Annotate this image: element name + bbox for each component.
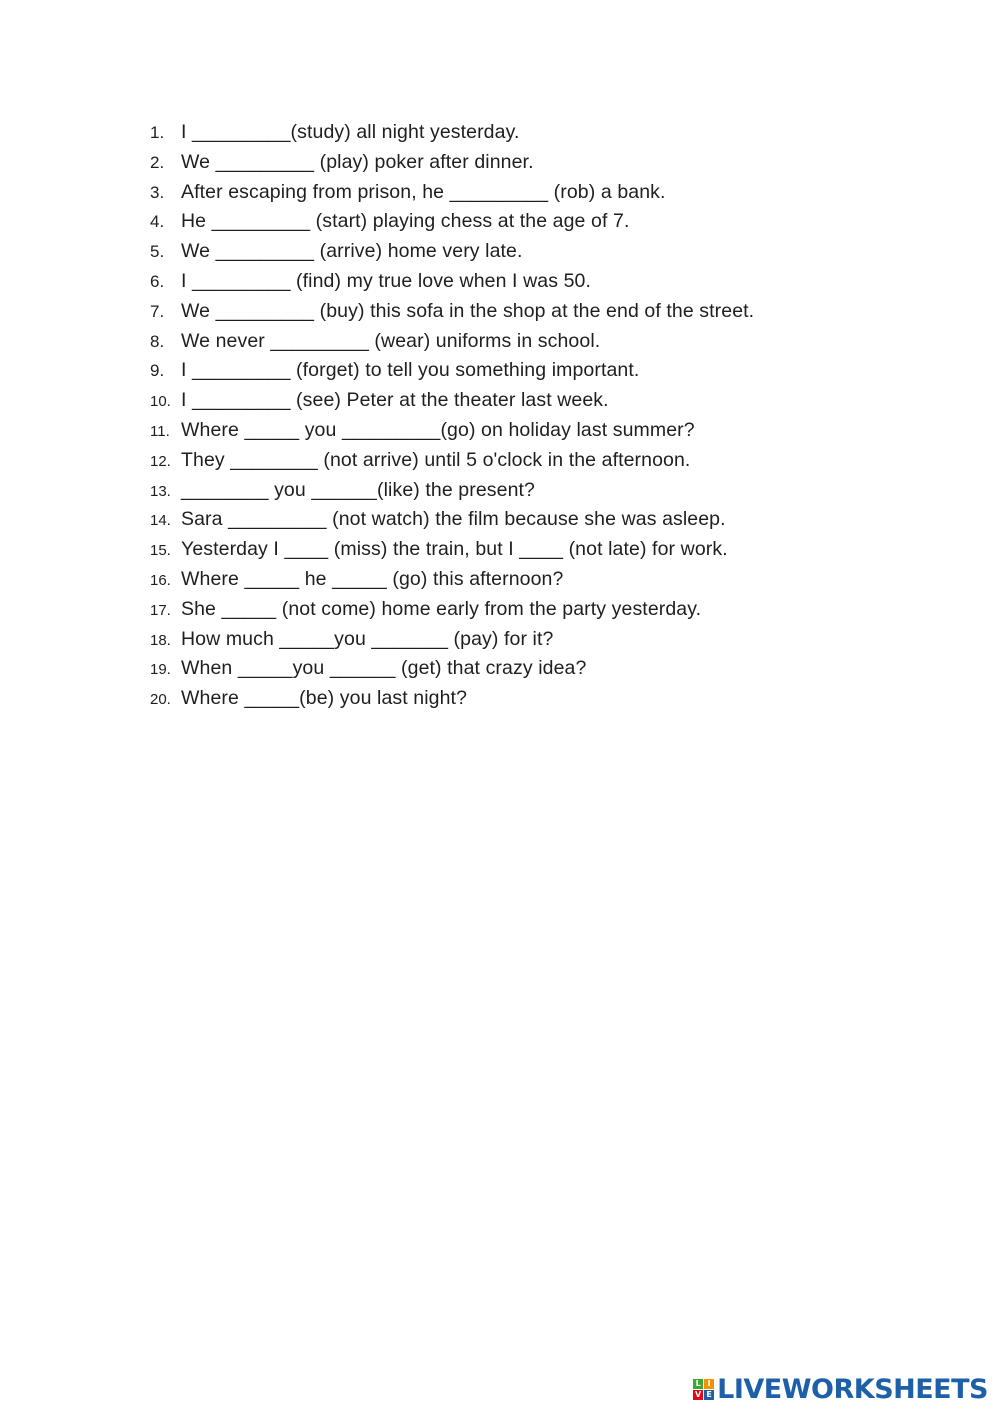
exercise-sentence: Yesterday I ____ (miss) the train, but I ____ (not late) for work. — [181, 538, 728, 561]
exercise-item — [150, 446, 950, 476]
exercise-item — [150, 416, 950, 446]
exercise-number: 18. — [150, 631, 171, 649]
exercise-sentence: Where _____(be) you last night? — [181, 687, 468, 710]
exercise-number: 6. — [150, 271, 165, 291]
exercise-number: 13. — [150, 482, 171, 500]
exercise-number: 7. — [150, 301, 165, 321]
exercise-item — [150, 625, 950, 655]
exercise-number: 11. — [150, 422, 170, 440]
exercise-item — [150, 684, 950, 714]
exercise-number: 10. — [150, 393, 171, 411]
exercise-number: 9. — [150, 361, 165, 381]
exercise-number: 19. — [150, 661, 171, 679]
exercise-sentence: We never _________ (wear) uniforms in school. — [181, 329, 601, 352]
exercise-sentence: Where _____ he _____ (go) this afternoon? — [181, 567, 564, 590]
exercise-item — [150, 207, 950, 237]
exercise-item — [150, 386, 950, 416]
exercise-sentence: ________ you ______(like) the present? — [181, 478, 535, 501]
exercise-sentence: She _____ (not come) home early from the party yesterday. — [181, 597, 702, 620]
exercise-number: 8. — [150, 331, 165, 351]
exercise-item — [150, 565, 950, 595]
exercise-item — [150, 535, 950, 565]
logo-mark-letter: I — [704, 1379, 714, 1389]
exercise-number: 4. — [150, 212, 165, 232]
exercise-sentence: When _____you ______ (get) that crazy idea? — [181, 657, 587, 680]
exercise-sentence: Sara _________ (not watch) the film because she was asleep. — [181, 508, 726, 531]
exercise-item — [150, 356, 950, 386]
exercise-item — [150, 327, 950, 357]
exercise-sentence: We _________ (buy) this sofa in the shop at the end of the street. — [181, 299, 755, 322]
exercise-number: 15. — [150, 542, 171, 560]
exercise-list — [150, 118, 950, 714]
exercise-item — [150, 297, 950, 327]
exercise-sentence: I _________ (see) Peter at the theater last week. — [181, 389, 609, 412]
liveworksheets-mark-icon — [693, 1379, 714, 1400]
logo-mark-letter: V — [695, 1389, 702, 1399]
exercise-item — [150, 654, 950, 684]
exercise-number: 12. — [150, 452, 171, 470]
exercise-item — [150, 267, 950, 297]
exercise-sentence: How much _____you _______ (pay) for it? — [181, 627, 554, 650]
logo-mark-letter: E — [704, 1390, 714, 1400]
exercise-item — [150, 505, 950, 535]
exercise-sentence: We _________ (play) poker after dinner. — [181, 150, 534, 173]
exercise-item — [150, 476, 950, 506]
logo-wordmark: LIVEWORKSHEETS — [717, 1373, 988, 1405]
exercise-sentence: I _________ (find) my true love when I was 50. — [181, 269, 591, 292]
exercise-number: 16. — [150, 571, 171, 589]
exercise-sentence: I _________(study) all night yesterday. — [181, 121, 520, 143]
exercise-number: 5. — [150, 242, 165, 262]
exercise-sentence: We _________ (arrive) home very late. — [181, 240, 523, 263]
liveworksheets-logo — [693, 1374, 988, 1404]
exercise-item — [150, 148, 950, 178]
exercise-number: 1. — [150, 123, 165, 142]
exercise-item — [150, 118, 950, 148]
exercise-item — [150, 237, 950, 267]
exercise-number: 14. — [150, 512, 171, 530]
exercise-sentence: I _________ (forget) to tell you something important. — [181, 359, 640, 382]
exercise-number: 17. — [150, 601, 171, 619]
exercise-number: 20. — [150, 691, 171, 709]
exercise-item — [150, 178, 950, 208]
exercise-item — [150, 595, 950, 625]
logo-mark-letter: L — [693, 1379, 703, 1389]
exercise-sentence: They ________ (not arrive) until 5 o'clock in the afternoon. — [181, 448, 691, 471]
exercise-sentence: Where _____ you _________(go) on holiday last summer? — [181, 418, 695, 441]
exercise-number: 3. — [150, 182, 165, 202]
exercise-sentence: After escaping from prison, he _________ (rob) a bank. — [181, 180, 666, 203]
exercise-number: 2. — [150, 152, 165, 172]
exercise-sentence: He _________ (start) playing chess at the age of 7. — [181, 210, 630, 233]
